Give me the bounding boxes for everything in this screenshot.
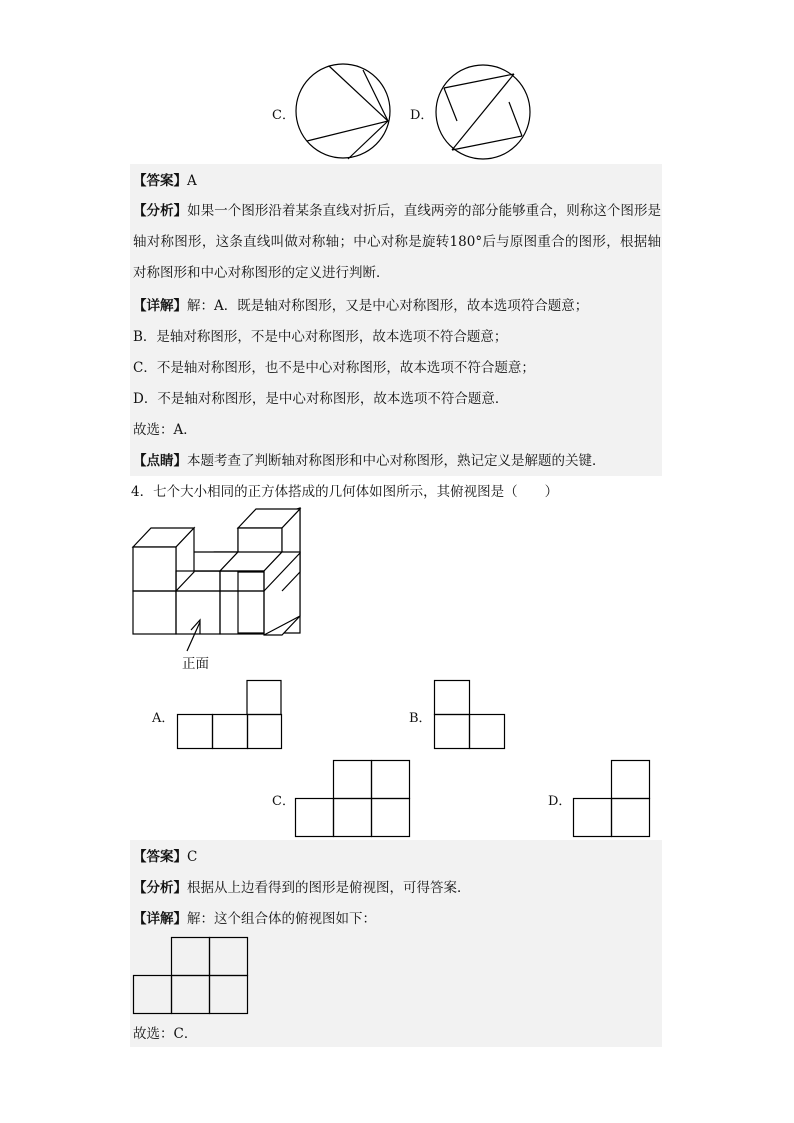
q4-option-a-figure [177,680,283,750]
q4-answer-line [133,848,197,866]
front-label: 正面 [182,656,209,672]
q3-detail-line-3: C．不是轴对称图形，也不是中心对称图形，故本选项不符合题意； [133,360,535,376]
q4-option-d-label: D． [548,794,572,809]
q4-analysis-text: 根据从上边看得到的图形是俯视图，可得答案． [187,880,471,896]
q4-option-c-label: C． [272,794,295,809]
q3-detail-line-2: B．是轴对称图形，不是中心对称图形，故本选项不符合题意； [133,329,508,345]
q4-cube-figure [130,508,305,638]
answer-tag: 【答案】 [133,173,187,189]
q4-option-b-label: B． [409,711,432,726]
q4-solution-figure [133,937,251,1015]
option-d-label: D． [410,108,434,123]
q4-answer-tag: 【答案】 [133,849,187,865]
q4-detail-text: 解：这个组合体的俯视图如下： [187,911,376,927]
q4-answer-value: C [187,849,198,865]
q4-analysis-tag: 【分析】 [133,880,187,896]
q4-option-b-figure [434,680,506,750]
comment-tag: 【点睛】 [133,453,187,469]
q3-answer-line [133,172,197,190]
q4-question: 4．七个大小相同的正方体搭成的几何体如图所示，其俯视图是（ ） [131,484,559,500]
q4-detail [133,910,376,928]
detail-text: 解：A．既是轴对称图形，又是中心对称图形，故本选项符合题意； [187,298,589,314]
q4-option-d-figure [573,760,653,838]
q3-analysis [133,196,661,289]
q4-option-c-figure [295,760,412,838]
detail-tag: 【详解】 [133,298,187,314]
q3-conclusion: 故选：A． [133,422,197,438]
option-c-figure [296,64,392,160]
comment-text: 本题考查了判断轴对称图形和中心对称图形，熟记定义是解题的关键． [187,453,606,469]
q3-detail-line-4: D．不是轴对称图形，是中心对称图形，故本选项不符合题意． [133,391,509,407]
answer-value: A [187,173,197,189]
analysis-tag: 【分析】 [133,203,188,219]
q3-detail-line-1 [133,297,588,315]
analysis-text: 如果一个图形沿着某条直线对折后，直线两旁的部分能够重合，则称这个图形是轴对称图形，这条直线叫做对称轴；中心对称是旋转180°后与原图重合的图形，根据轴对称图形和中心对称图形的定义进行判断． [133,203,662,281]
option-c-label: C． [272,108,295,123]
q3-comment [133,452,606,470]
q4-analysis [133,879,471,897]
q4-conclusion: 故选：C． [133,1026,198,1042]
q4-detail-tag: 【详解】 [133,911,187,927]
q4-option-a-label: A． [152,711,175,726]
option-d-figure [435,64,531,160]
